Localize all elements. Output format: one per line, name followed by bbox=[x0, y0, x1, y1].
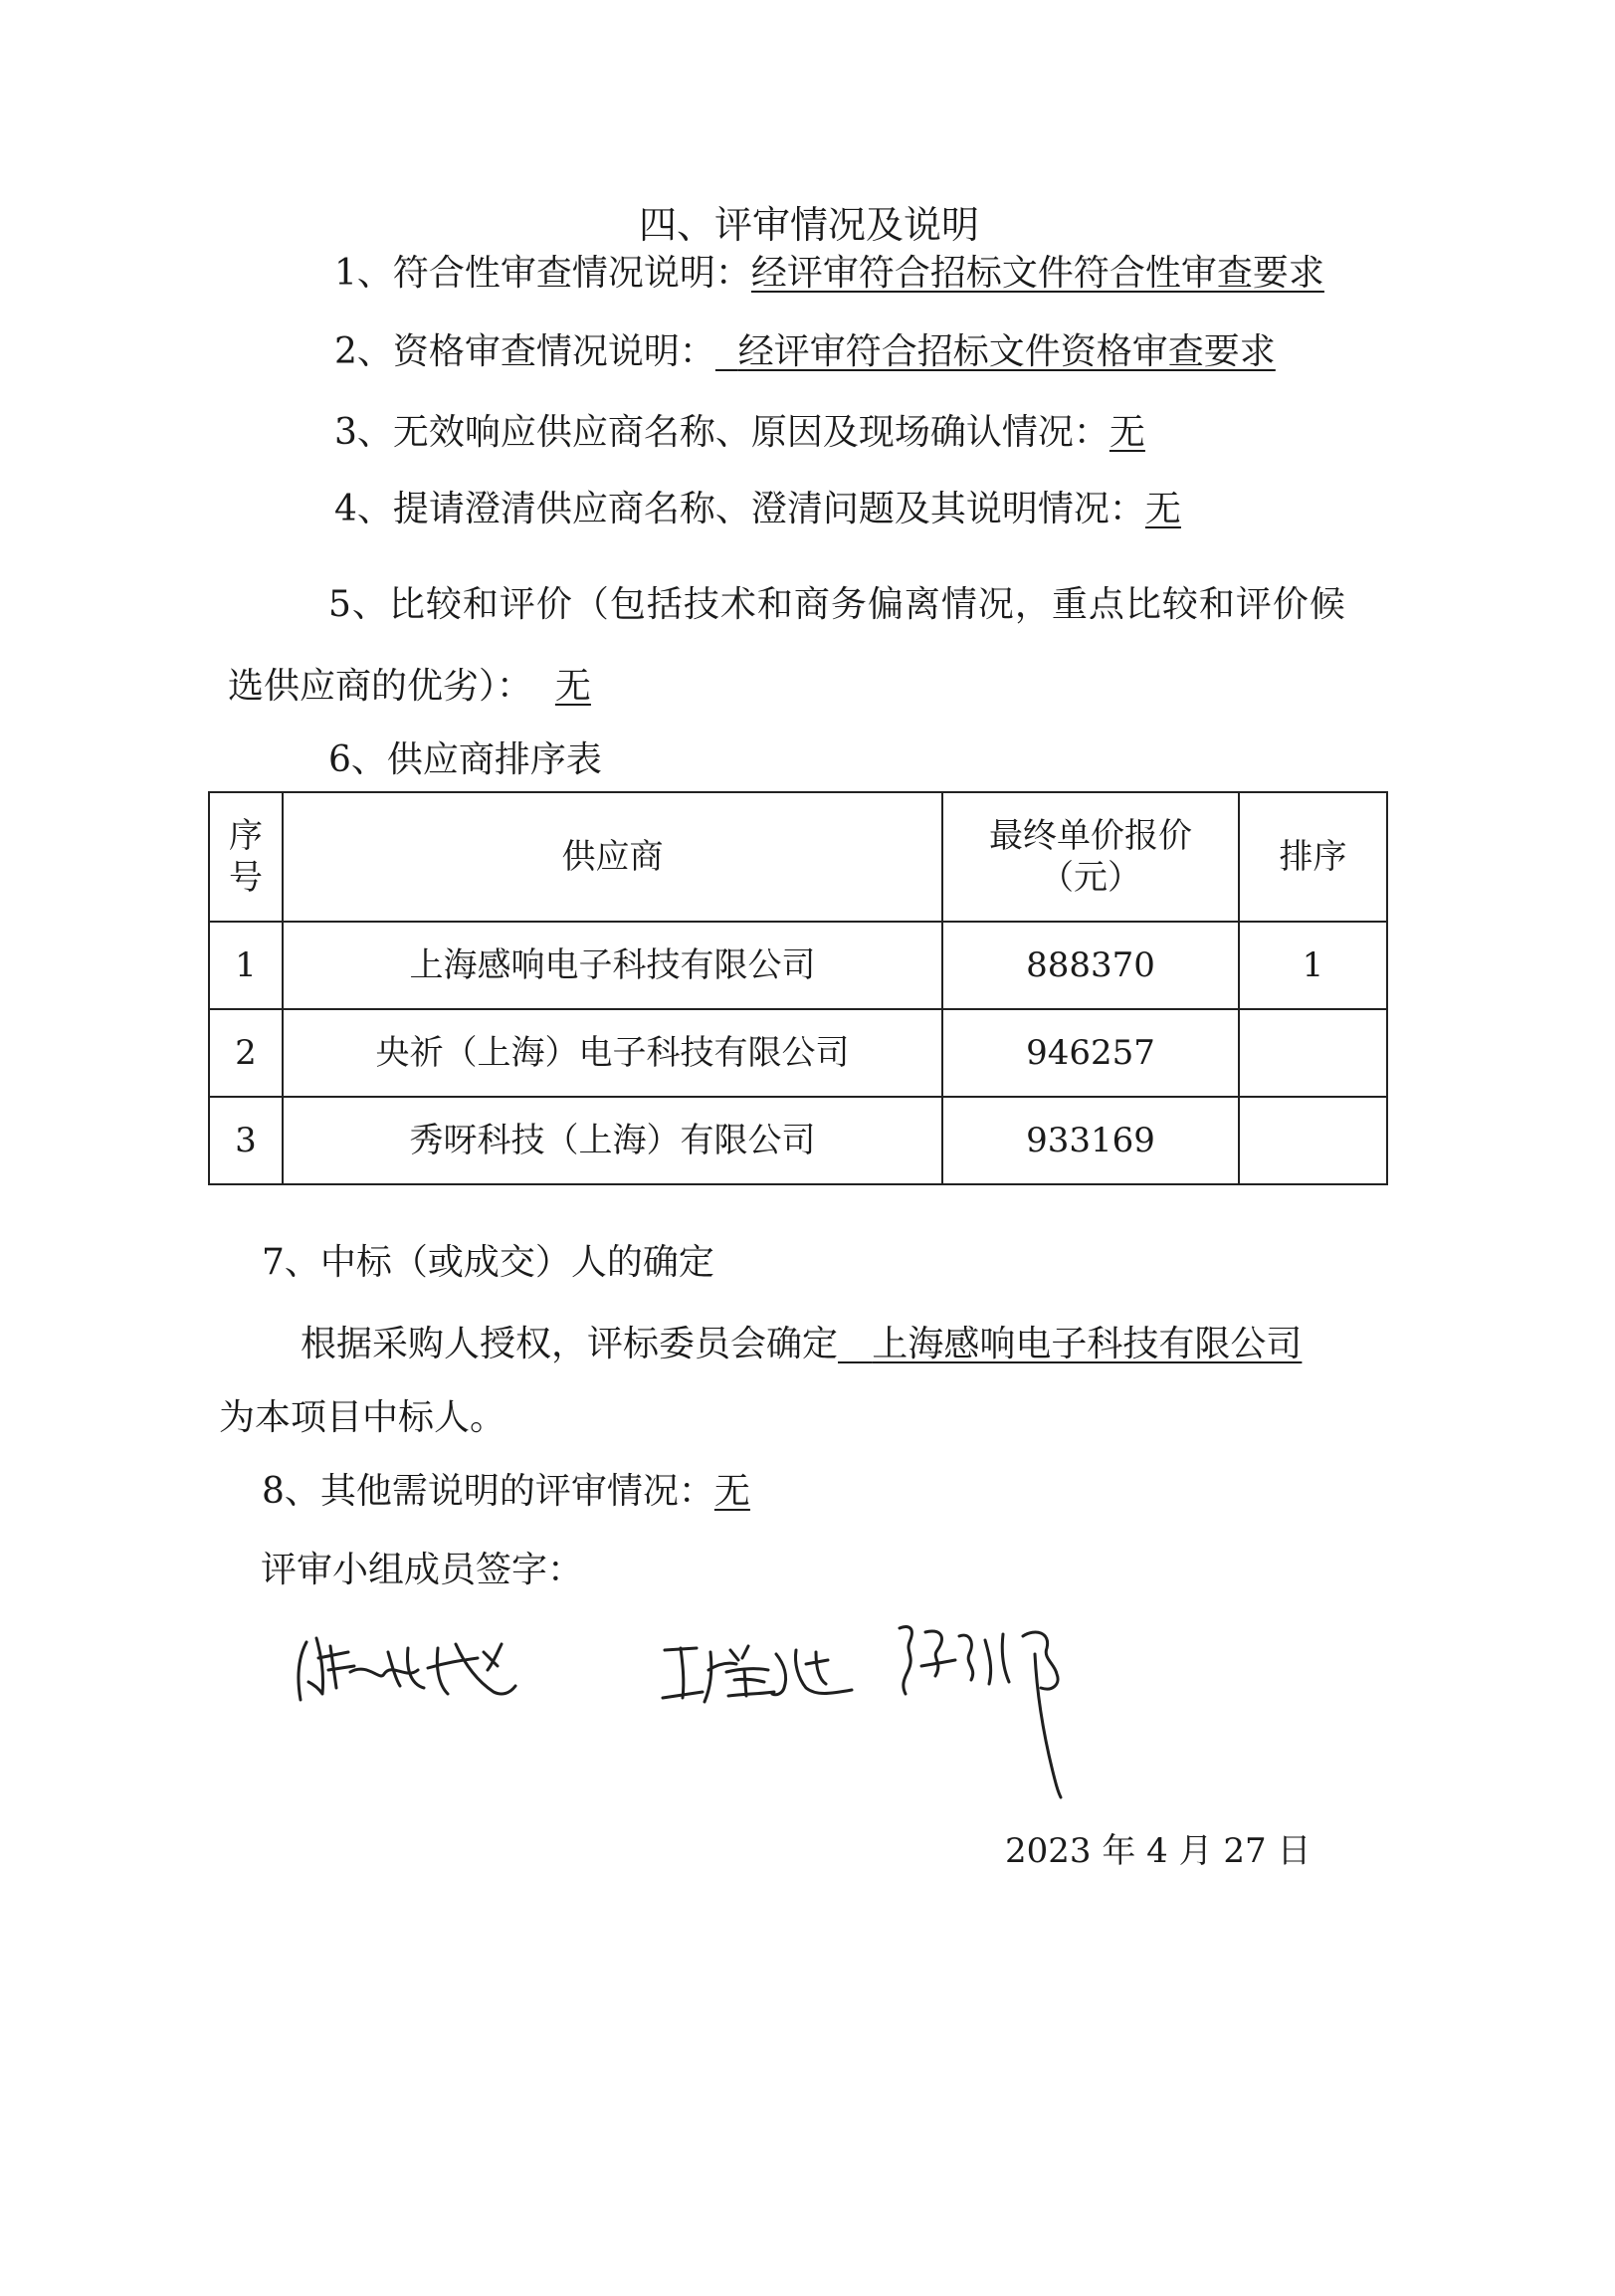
header-seq: 序 号 bbox=[209, 792, 283, 922]
item-7-heading: 7、中标（或成交）人的确定 bbox=[262, 1242, 714, 1283]
cell-price: 946257 bbox=[942, 1009, 1239, 1097]
cell-rank bbox=[1239, 1097, 1387, 1184]
cell-seq: 3 bbox=[209, 1097, 283, 1184]
item-6-label: 6、供应商排序表 bbox=[328, 739, 602, 780]
item-5-line-2 bbox=[228, 665, 591, 709]
item-2 bbox=[334, 330, 1276, 374]
header-price: 最终单价报价 （元） bbox=[942, 792, 1239, 922]
signature-1 bbox=[289, 1622, 537, 1712]
item-4 bbox=[334, 488, 1181, 531]
item-1-label: 1、符合性审查情况说明： bbox=[334, 253, 751, 294]
cell-price: 933169 bbox=[942, 1097, 1239, 1184]
cell-rank: 1 bbox=[1239, 922, 1387, 1009]
item-4-label: 4、提请澄清供应商名称、澄清问题及其说明情况： bbox=[334, 489, 1145, 529]
cell-rank bbox=[1239, 1009, 1387, 1097]
signature-3 bbox=[886, 1614, 1114, 1803]
item-7-line-2: 为本项目中标人。 bbox=[219, 1397, 506, 1438]
item-8-value: 无 bbox=[713, 1471, 750, 1512]
item-8-label: 8、其他需说明的评审情况： bbox=[262, 1471, 714, 1512]
supplier-ranking-table bbox=[208, 791, 1388, 1185]
item-3 bbox=[334, 411, 1145, 455]
signature-label: 评审小组成员签字： bbox=[261, 1550, 584, 1590]
item-1-value: 经评审符合招标文件符合性审查要求 bbox=[750, 253, 1324, 294]
item-8 bbox=[262, 1470, 750, 1514]
signature-2 bbox=[657, 1630, 856, 1710]
cell-price: 888370 bbox=[942, 922, 1239, 1009]
cell-supplier: 央祈（上海）电子科技有限公司 bbox=[283, 1009, 942, 1097]
document-date: 2023 年 4 月 27 日 bbox=[1005, 1831, 1312, 1871]
table-row bbox=[209, 1097, 1387, 1184]
header-supplier: 供应商 bbox=[283, 792, 942, 922]
item-5-label: 选供应商的优劣）： bbox=[228, 666, 533, 707]
item-3-value: 无 bbox=[1109, 412, 1145, 453]
item-2-label: 2、资格审查情况说明： bbox=[334, 331, 715, 372]
header-rank: 排序 bbox=[1239, 792, 1387, 922]
cell-supplier: 上海感响电子科技有限公司 bbox=[283, 922, 942, 1009]
cell-seq: 1 bbox=[209, 922, 283, 1009]
item-5-value: 无 bbox=[554, 666, 591, 707]
item-7-line-1 bbox=[301, 1323, 1302, 1366]
item-4-value: 无 bbox=[1144, 489, 1181, 529]
cell-supplier: 秀呀科技（上海）有限公司 bbox=[283, 1097, 942, 1184]
table-header-row bbox=[209, 792, 1387, 922]
winner-name: 上海感响电子科技有限公司 bbox=[872, 1324, 1303, 1364]
table-row bbox=[209, 1009, 1387, 1097]
item-1 bbox=[334, 252, 1324, 296]
cell-seq: 2 bbox=[209, 1009, 283, 1097]
item-5-line-1: 5、比较和评价（包括技术和商务偏离情况，重点比较和评价候 bbox=[328, 584, 1346, 625]
item-2-value: 经评审符合招标文件资格审查要求 bbox=[737, 331, 1276, 372]
item-7-prefix: 根据采购人授权，评标委员会确定 bbox=[301, 1324, 839, 1364]
table-row bbox=[209, 922, 1387, 1009]
section-title: 四、评审情况及说明 bbox=[639, 203, 980, 247]
item-3-label: 3、无效响应供应商名称、原因及现场确认情况： bbox=[334, 412, 1110, 453]
